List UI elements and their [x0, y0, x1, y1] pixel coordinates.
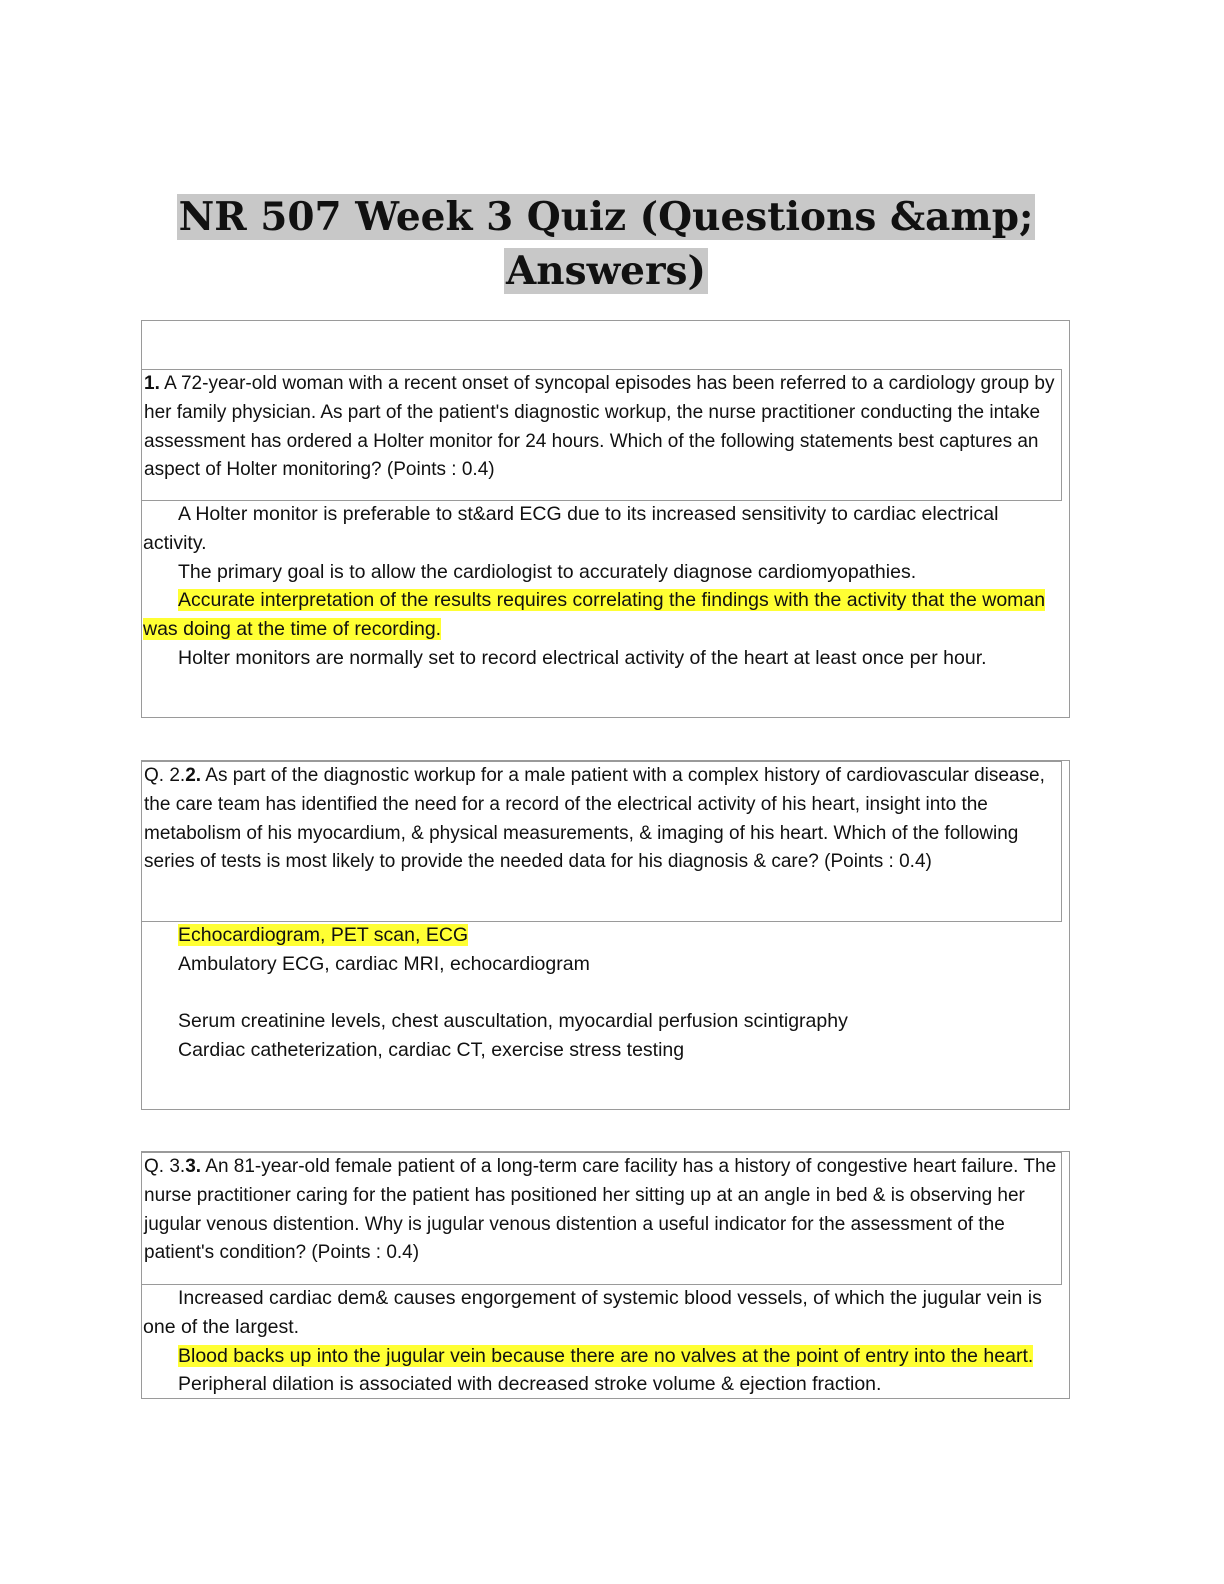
answer-option-correct[interactable] [142, 1342, 1066, 1371]
answer-option[interactable]: Serum creatinine levels, chest auscultation, myocardial perfusion scintigraphy [178, 1010, 848, 1033]
question-prefix: Q. 3. [144, 1156, 186, 1177]
question-text: An 81-year-old female patient of a long-term care facility has a history of congestive heart failure. The nurse practitioner caring for the patient has positioned her sitting up at an angle in bed & is observing her jugular venous distention. Why is jugular venous distention a useful indicator for the assessment of the patient's condition? (Points : 0.4) [144, 1156, 1057, 1264]
answer-option[interactable]: Holter monitors are normally set to record electrical activity of the heart at least once per hour. [178, 646, 987, 669]
answer-option-correct[interactable] [142, 586, 1066, 644]
question-card-1 [141, 320, 1070, 718]
answer-options [142, 1284, 1066, 1399]
question-text: As part of the diagnostic workup for a male patient with a complex history of cardiovascular disease, the care team has identified the need for a record of the electrical activity of his heart, insight into the metabolism of his myocardium, & physical measurements, & imaging of his heart. Which of the following series of tests is most likely to provide the needed data for his diagnosis & care? (Points : 0.4) [144, 765, 1045, 873]
answer-options [142, 500, 1066, 673]
correct-answer-highlight: Blood backs up into the jugular vein because there are no valves at the point of entry into the heart. [178, 1344, 1034, 1367]
question-text-box [142, 761, 1062, 922]
question-number: 2. [185, 765, 202, 786]
title-line-1: NR 507 Week 3 Quiz (Questions &amp; [178, 194, 1034, 240]
answer-option[interactable]: Increased cardiac dem& causes engorgement of systemic blood vessels, of which the jugular vein is one of the largest. [143, 1287, 1042, 1338]
question-card-3 [141, 1151, 1070, 1399]
question-number: 1. [144, 373, 160, 394]
title-line-2: Answers) [506, 248, 706, 294]
document-title [150, 190, 1062, 298]
answer-option[interactable]: Peripheral dilation is associated with decreased stroke volume & ejection fraction. [178, 1373, 882, 1396]
answer-options [142, 921, 1066, 1065]
answer-option[interactable]: The primary goal is to allow the cardiologist to accurately diagnose cardiomyopathies. [178, 560, 917, 583]
answer-option[interactable]: Cardiac catheterization, cardiac CT, exercise stress testing [178, 1039, 685, 1062]
question-number: 3. [185, 1156, 202, 1177]
question-card-2 [141, 760, 1070, 1110]
answer-option[interactable]: Ambulatory ECG, cardiac MRI, echocardiogram [178, 952, 590, 975]
answer-option[interactable]: A Holter monitor is preferable to st&ard ECG due to its increased sensitivity to cardiac electrical activity. [143, 503, 999, 554]
question-text-box [142, 1152, 1062, 1285]
correct-answer-highlight: Echocardiogram, PET scan, ECG [178, 924, 469, 946]
answer-option-correct[interactable] [142, 921, 1066, 950]
question-text: A 72-year-old woman with a recent onset of syncopal episodes has been referred to a cardiology group by her family physician. As part of the patient's diagnostic workup, the nurse practitioner conducting the intake assessment has ordered a Holter monitor for 24 hours. Which of the following statements best captures an aspect of Holter monitoring? (Points : 0.4) [144, 373, 1055, 481]
question-text-box [142, 369, 1062, 501]
question-prefix: Q. 2. [144, 765, 186, 786]
correct-answer-highlight: Accurate interpretation of the results requires correlating the findings with the activity that the woman was doing at the time of recording. [143, 589, 1046, 641]
